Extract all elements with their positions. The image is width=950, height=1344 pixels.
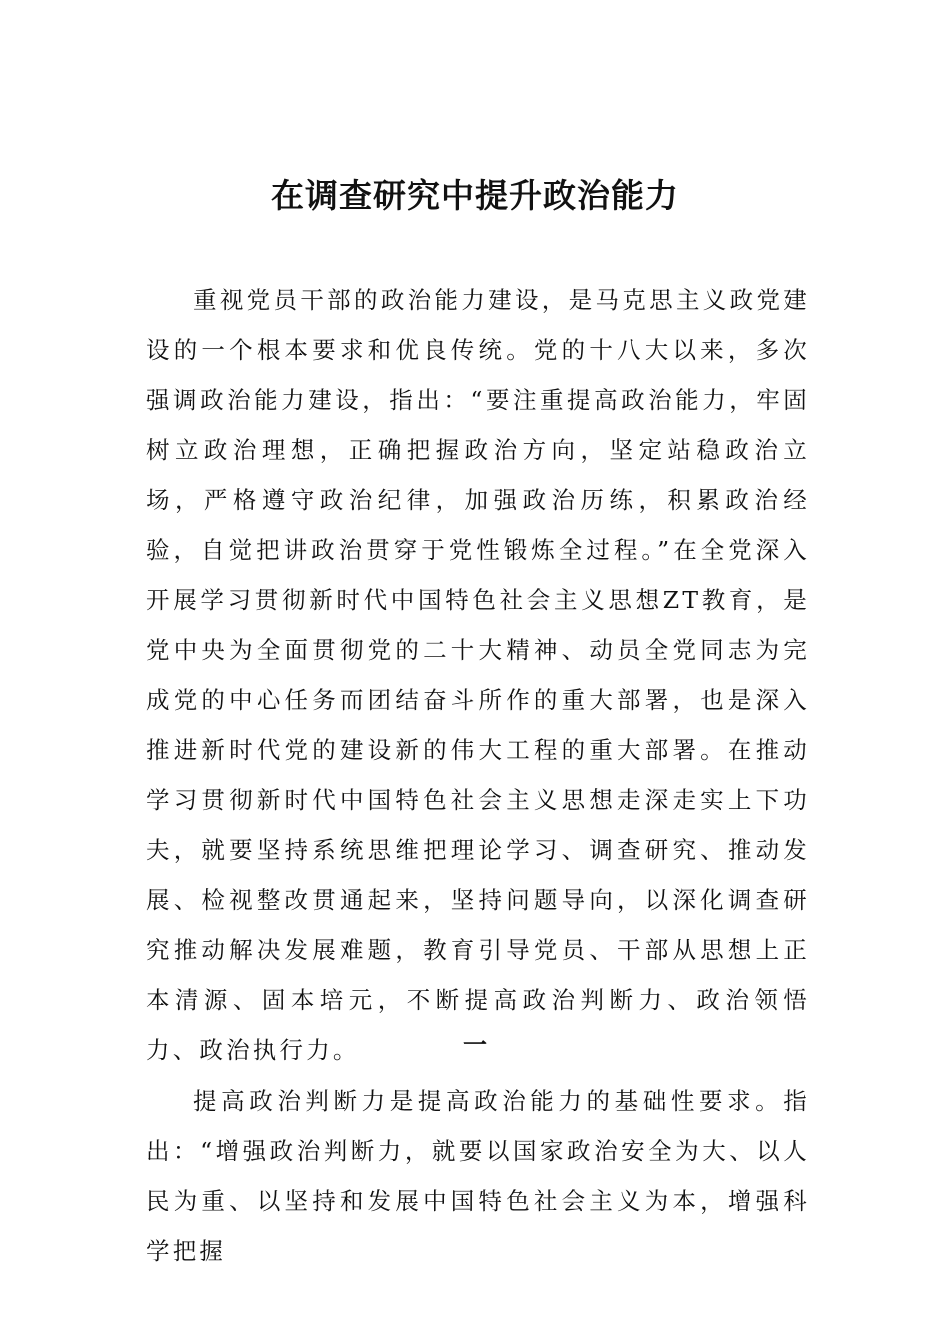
- paragraph-intro: 重视党员干部的政治能力建设，是马克思主义政党建设的一个根本要求和优良传统。党的十八大以来，多次强调政治能力建设，指出：“要注重提高政治能力，牢固树立政治理想，正确把握政治方向，坚定站稳政治立场，严格遵守政治纪律，加强政治历练，积累政治经验，自觉把讲政治贯穿于党性锻炼全过程。”在全党深入开展学习贯彻新时代中国特色社会主义思想ZT教育，是党中央为全面贯彻党的二十大精神、动员全党同志为完成党的中心任务而团结奋斗所作的重大部署，也是深入推进新时代党的建设新的伟大工程的重大部署。在推动学习贯彻新时代中国特色社会主义思想走深走实上下功夫，就要坚持系统思维把理论学习、调查研究、推动发展、检视整改贯通起来，坚持问题导向，以深化调查研究推动解决发展难题，教育引导党员、干部从思想上正本清源、固本培元，不断提高政治判断力、政治领悟力、政治执行力。: [146, 286, 810, 1064]
- section-number: 一: [463, 1030, 487, 1059]
- document-title: 在调查研究中提升政治能力: [271, 176, 679, 215]
- paragraph-section-one: 提高政治判断力是提高政治能力的基础性要求。指出：“增强政治判断力，就要以国家政治安全为大、以人民为重、以坚持和发展中国特色社会主义为本，增强科学把握: [146, 1087, 810, 1265]
